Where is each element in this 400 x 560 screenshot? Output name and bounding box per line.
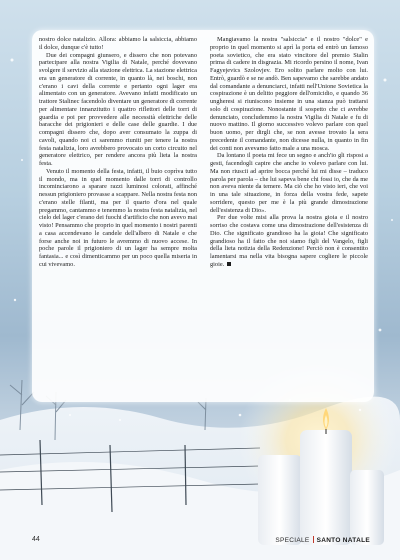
article-paragraph: Da lontano il poeta mi fece un segno e anch'io gli risposi a gesti, facendogli capire che anche io volevo parlare con lui. Ma non riuscii ad aprire bocca perché lui mi disse – traduco parola per parola – che lui sapeva bene chi fossi io, che da me non aveva niente da temere. Ma ciò che ho visto ieri, che voi in una tale situazione, in forza della vostra fede, sapete sorridere, questo per me è la più grande dimostrazione dell'esistenza di Dio». xyxy=(210,152,368,214)
section-label: SPECIALE xyxy=(275,537,310,544)
article-paragraph: nostro dolce natalizio. Allora: abbiamo la salsiccia, abbiamo il dolce, dunque c'è tutto! xyxy=(39,36,197,51)
candle-main xyxy=(300,430,352,545)
candle-left xyxy=(258,455,302,545)
article-paragraph: Mangiavamo la nostra "salsiccia" e il nostro "dolce" e proprio in quel momento si aprì la porta ed entrò un famoso poeta sovietico, che era stato vincitore del premio Stalin prima di cadere in disgrazia. Mi ricordo persino il nome, Ivan Fagyejevics Szolovjev. Ero solito parlare molto con lui. Entrò, guardò e se ne andò. Ben sapevamo che sarebbe andato dal comandante a denunciarci, infatti nell'Unione Sovietica la cospirazione è un delitto peggiore dell'omicidio, e quando 36 ungheresi si riuniscono insieme in una stanza può trattarsi solo di cospirazione. Nonostante il sospetto che ci avrebbe denunciato, concludemmo la nostra Vigilia di Natale e fu di nuovo mattino. Il giorno successivo volevo parlare con quel buon uomo, per dirgli che, se non avesse trovato la sera precedente il comandante, non dicesse nulla, in quanto in fin dei conti non avevamo fatto male a una mosca. xyxy=(210,36,368,152)
article-column-right xyxy=(210,36,368,398)
section-title: SANTO NATALE xyxy=(316,537,370,544)
section-divider xyxy=(313,536,314,543)
page-number: 44 xyxy=(32,536,40,543)
article-column-left xyxy=(39,36,197,398)
section-tag xyxy=(275,536,370,544)
page-footer xyxy=(0,534,400,552)
article-paragraph-text: Per due volte misi alla prova la nostra gioia e il nostro sorriso che costava come una dimostrazione dell'esistenza di Dio. Che significato grandioso ha la gioia! Che significato grandioso ha il fatto che noi siamo figli del Vangelo, figli della lieta notizia della Redenzione! Perciò non è consentito lamentarsi ma nella vita bisogna sapere cogliere le piccole gioie. xyxy=(210,214,368,268)
article-paragraph xyxy=(210,214,368,268)
article-paragraph: Venuto il momento della festa, infatti, il buio coprìva tutto il mondo, ma in quel momento dalle torri di controllo incominciarono a sparare razzi luminosi colorati, affinché nessun prigioniero provasse a scappare. Nella nostra festa non c'erano stelle filanti, ma per il quarto d'ora nel quale pregammo, cantammo e tenemmo la nostra festa natalizia, nel cielo del lager c'erano dei fuochi d'artificio che non avevo mai visto! Pensammo che proprio in quel momento i nostri parenti a casa accendevano le candele dell'albero di Natale e che forse anche noi in futuro le avremmo di nuovo accese. In poche parole il prigioniero di un lager ha sempre molta fantasia... e così dimenticammo per un poco quella miseria in cui vivevamo. xyxy=(39,167,197,268)
article-paragraph: Due dei compagni giunsero, e dissero che non potevano partecipare alla nostra Vigilia di Natale, perché dovevano svolgere il servizio alla stazione elettrica. La stazione elettrica era un generatore di corrente, in quanto là, nei boschi, non c'erano i cavi della corrente e pertanto ogni lager era alimentato con un generatore. Avevano infatti modificato un trattore Stalinec facendolo diventare un generatore di corrente per alimentare innanzitutto i quattro riflettori delle torri di guardia e poi per provvedere alle necessità elettriche delle baracche dei prigionieri e delle case delle guardie. I due compagni dissero che, dopo aver consumato la zuppa di cavoli, quando noi ci saremmo riuniti per tenere la nostra festa natalizia, loro avrebbero provocato un corto circuito nel generatore elettrico, per rendere ancora più lieta la nostra festa. xyxy=(39,51,197,167)
end-of-article-mark xyxy=(227,262,231,266)
